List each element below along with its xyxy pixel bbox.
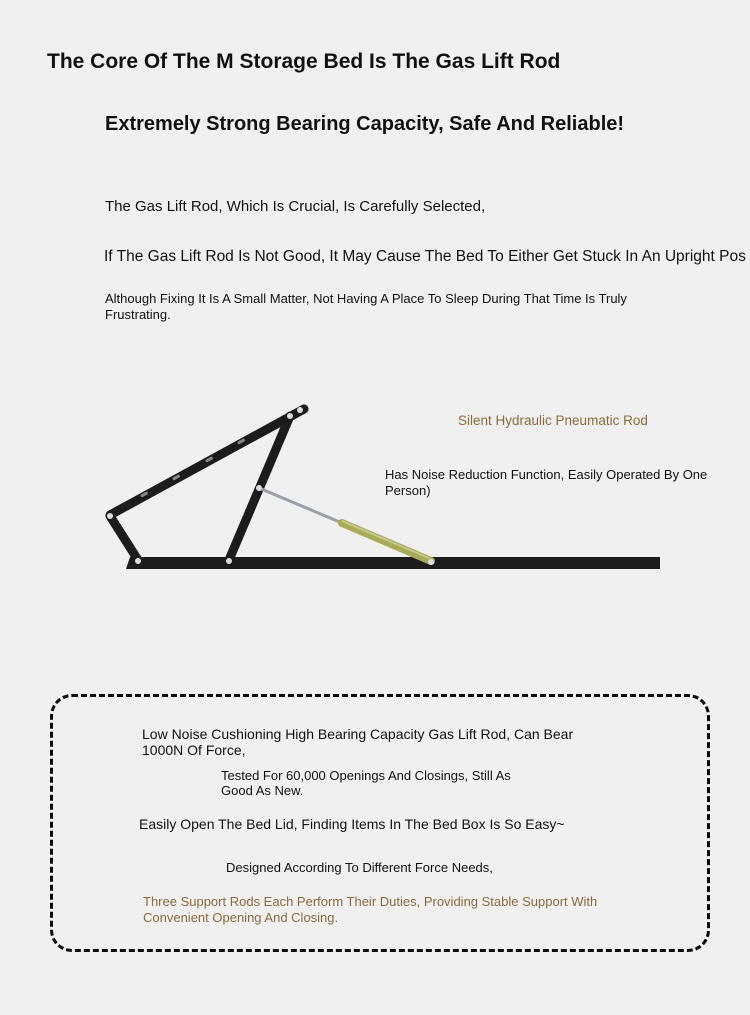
intro-line-1: The Gas Lift Rod, Which Is Crucial, Is Carefully Selected, — [105, 198, 486, 215]
feature-force-design: Designed According To Different Force Needs, — [226, 860, 493, 875]
feature-easy-open: Easily Open The Bed Lid, Finding Items In The Bed Box Is So Easy~ — [139, 816, 565, 832]
intro-line-2: If The Gas Lift Rod Is Not Good, It May Cause The Bed To Either Get Stuck In An Upright Pos — [104, 248, 746, 265]
feature-three-rods: Three Support Rods Each Perform Their Duties, Providing Stable Support With Convenient Opening And Closing. — [143, 894, 598, 925]
page-subtitle: Extremely Strong Bearing Capacity, Safe And Reliable! — [105, 113, 625, 135]
figure-caption-title: Silent Hydraulic Pneumatic Rod — [458, 413, 648, 428]
page-title: The Core Of The M Storage Bed Is The Gas Lift Rod — [47, 50, 561, 73]
figure-caption-text: Has Noise Reduction Function, Easily Operated By One Person) — [385, 467, 708, 498]
intro-line-3: Although Fixing It Is A Small Matter, Not Having A Place To Sleep During That Time Is Truly Frustrating. — [105, 291, 627, 322]
feature-durability: Tested For 60,000 Openings And Closings, Still As Good As New. — [221, 768, 511, 798]
feature-load-capacity: Low Noise Cushioning High Bearing Capacity Gas Lift Rod, Can Bear 1000N Of Force, — [142, 726, 574, 758]
